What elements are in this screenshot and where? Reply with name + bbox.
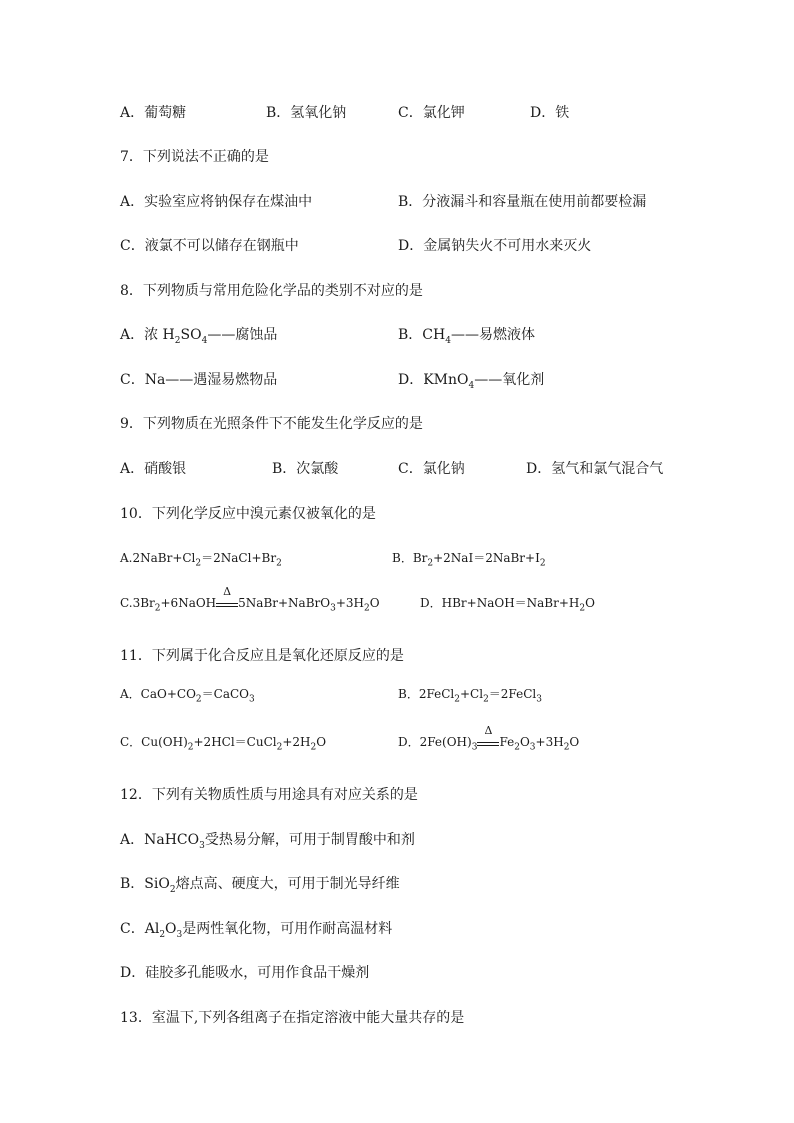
q11d-t0: D．2Fe(OH) xyxy=(398,735,472,749)
q6-option-b: B．氢氧化钠 xyxy=(266,105,347,121)
q7-option-d: D．金属钠失火不可用水来灭火 xyxy=(398,238,592,254)
q10c-t2: +6NaOH xyxy=(160,596,217,610)
q11c-t1: 2 xyxy=(187,742,194,753)
q9-option-b: B．次氯酸 xyxy=(272,461,339,477)
delta-symbol: Δ xyxy=(223,585,232,598)
q11d-t1: 3 xyxy=(471,742,478,753)
q10-option-d xyxy=(420,594,595,612)
q11d-t4: 2 xyxy=(514,742,520,753)
q11d-t3: Fe xyxy=(499,735,515,749)
q8-stem: 8．下列物质与常用危险化学品的类别不对应的是 xyxy=(120,283,423,299)
delta-symbol: Δ xyxy=(484,724,493,737)
q12c-t4: 是两性氧化物，可用作耐高温材料 xyxy=(182,921,393,937)
q7-option-b: B．分液漏斗和容量瓶在使用前都要检漏 xyxy=(398,194,647,210)
q11-option-c xyxy=(120,733,326,751)
q6-option-d: D．铁 xyxy=(530,105,570,121)
q8a-t3: 4 xyxy=(201,335,208,346)
q8a-t2: SO xyxy=(180,327,202,343)
q8a-t1: 2 xyxy=(174,335,181,346)
q11c-t2: +2HCl＝CuCl xyxy=(193,735,277,749)
q10a-t3: 2 xyxy=(276,558,282,569)
q12-option-b xyxy=(120,875,400,893)
heating-condition-sign xyxy=(216,585,238,607)
q9-stem: 9．下列物质在光照条件下不能发生化学反应的是 xyxy=(120,416,423,432)
q10c-t8: O xyxy=(369,596,380,610)
q11b-t3: 2 xyxy=(483,694,489,705)
q11a-t1: 2 xyxy=(195,694,202,705)
q10b-t3: 2 xyxy=(539,558,546,569)
q12a-t1: 3 xyxy=(199,840,205,851)
q11a-t0: A．CaO+CO xyxy=(120,687,196,701)
q11d-t8: 2 xyxy=(563,742,570,753)
q10d-t0: D．HBr+NaOH＝NaBr+H xyxy=(420,596,580,610)
q11a-t2: ＝CaCO xyxy=(201,687,250,701)
q8d-t2: ——氧化剂 xyxy=(474,372,545,388)
q8d-t0: D．KMnO xyxy=(398,372,469,388)
q7-option-a: A．实验室应将钠保存在煤油中 xyxy=(120,194,313,210)
q8-option-c: C．Na——遇湿易燃物品 xyxy=(120,372,278,388)
q8d-t1: 4 xyxy=(468,380,475,391)
q10-stem: 10．下列化学反应中溴元素仅被氧化的是 xyxy=(120,506,376,522)
q10-option-c xyxy=(120,585,380,614)
q12-stem: 12．下列有关物质性质与用途具有对应关系的是 xyxy=(120,787,418,803)
q12c-t3: 3 xyxy=(176,929,183,940)
q11b-t5: 3 xyxy=(536,694,542,705)
q11a-t3: 3 xyxy=(249,694,255,705)
q11c-t0: C．Cu(OH) xyxy=(120,735,188,749)
q13-stem: 13．室温下,下列各组离子在指定溶液中能大量共存的是 xyxy=(120,1010,465,1026)
q10c-t0: C.3Br xyxy=(120,596,155,610)
q12a-t0: A．NaHCO xyxy=(120,832,200,848)
q12c-t1: 2 xyxy=(159,929,166,940)
q10a-t1: 2 xyxy=(195,558,202,569)
q11b-t4: ＝2FeCl xyxy=(488,687,537,701)
q11-option-b xyxy=(398,685,542,703)
q8-option-a xyxy=(120,326,277,344)
q9-option-c: C．氯化钠 xyxy=(398,461,465,477)
q11-option-a xyxy=(120,685,255,703)
q10b-t0: B．Br xyxy=(392,551,428,565)
q10-option-b xyxy=(392,549,546,567)
q10c-t4: 5NaBr+NaBrO xyxy=(238,596,331,610)
q12b-t1: 2 xyxy=(169,884,176,895)
q12b-t2: 熔点高、硬度大，可用于制光导纤维 xyxy=(175,876,400,892)
q11d-t6: 3 xyxy=(529,742,536,753)
q11c-t6: O xyxy=(316,735,327,749)
q10d-t1: 2 xyxy=(579,603,586,614)
q8b-t0: B．CH xyxy=(398,327,446,343)
q10b-t1: 2 xyxy=(427,558,434,569)
q10a-t0: A.2NaBr+Cl xyxy=(120,551,196,565)
heating-condition-sign xyxy=(477,724,499,746)
q10c-t6: +3H xyxy=(335,596,364,610)
q11-option-d xyxy=(398,724,580,753)
q11b-t0: B．2FeCl xyxy=(398,687,455,701)
q9-option-a: A．硝酸银 xyxy=(120,461,187,477)
q8b-t1: 4 xyxy=(445,335,451,346)
q12c-t0: C．Al xyxy=(120,921,160,937)
q12b-t0: B．SiO xyxy=(120,876,170,892)
q10c-t5: 3 xyxy=(330,603,336,614)
q11-stem: 11．下列属于化合反应且是氧化还原反应的是 xyxy=(120,648,404,664)
q10d-t2: O xyxy=(585,596,595,610)
q12-option-c xyxy=(120,920,392,938)
q10c-t7: 2 xyxy=(364,603,370,614)
q11b-t1: 2 xyxy=(454,694,460,705)
q10b-t2: +2NaI＝2NaBr+I xyxy=(433,551,540,565)
q8-option-b xyxy=(398,326,535,344)
q11c-t3: 2 xyxy=(276,742,283,753)
q6-option-a: A．葡萄糖 xyxy=(120,105,187,121)
q11c-t5: 2 xyxy=(310,742,317,753)
q7-stem: 7．下列说法不正确的是 xyxy=(120,149,269,165)
q11b-t2: +Cl xyxy=(459,687,484,701)
q12a-t2: 受热易分解，可用于制胃酸中和剂 xyxy=(204,832,415,848)
q8a-t0: A．浓 H xyxy=(120,327,175,343)
q12c-t2: O xyxy=(165,921,177,937)
q8a-t4: ——腐蚀品 xyxy=(207,327,278,343)
q7-option-c: C．液氯不可以储存在钢瓶中 xyxy=(120,238,299,254)
q11d-t7: +3H xyxy=(535,735,564,749)
q12-option-d: D．硅胶多孔能吸水，可用作食品干燥剂 xyxy=(120,965,370,981)
q12-option-a xyxy=(120,831,415,849)
q10-option-a xyxy=(120,549,282,567)
q10c-t1: 2 xyxy=(154,603,161,614)
q6-option-c: C．氯化钾 xyxy=(398,105,465,121)
q8b-t2: ——易燃液体 xyxy=(450,327,535,343)
q9-option-d: D．氢气和氯气混合气 xyxy=(526,461,664,477)
q8-option-d xyxy=(398,371,544,389)
q10a-t2: ＝2NaCl+Br xyxy=(201,551,277,565)
q11d-t5: O xyxy=(519,735,530,749)
q11d-t9: O xyxy=(569,735,580,749)
q11c-t4: +2H xyxy=(282,735,311,749)
